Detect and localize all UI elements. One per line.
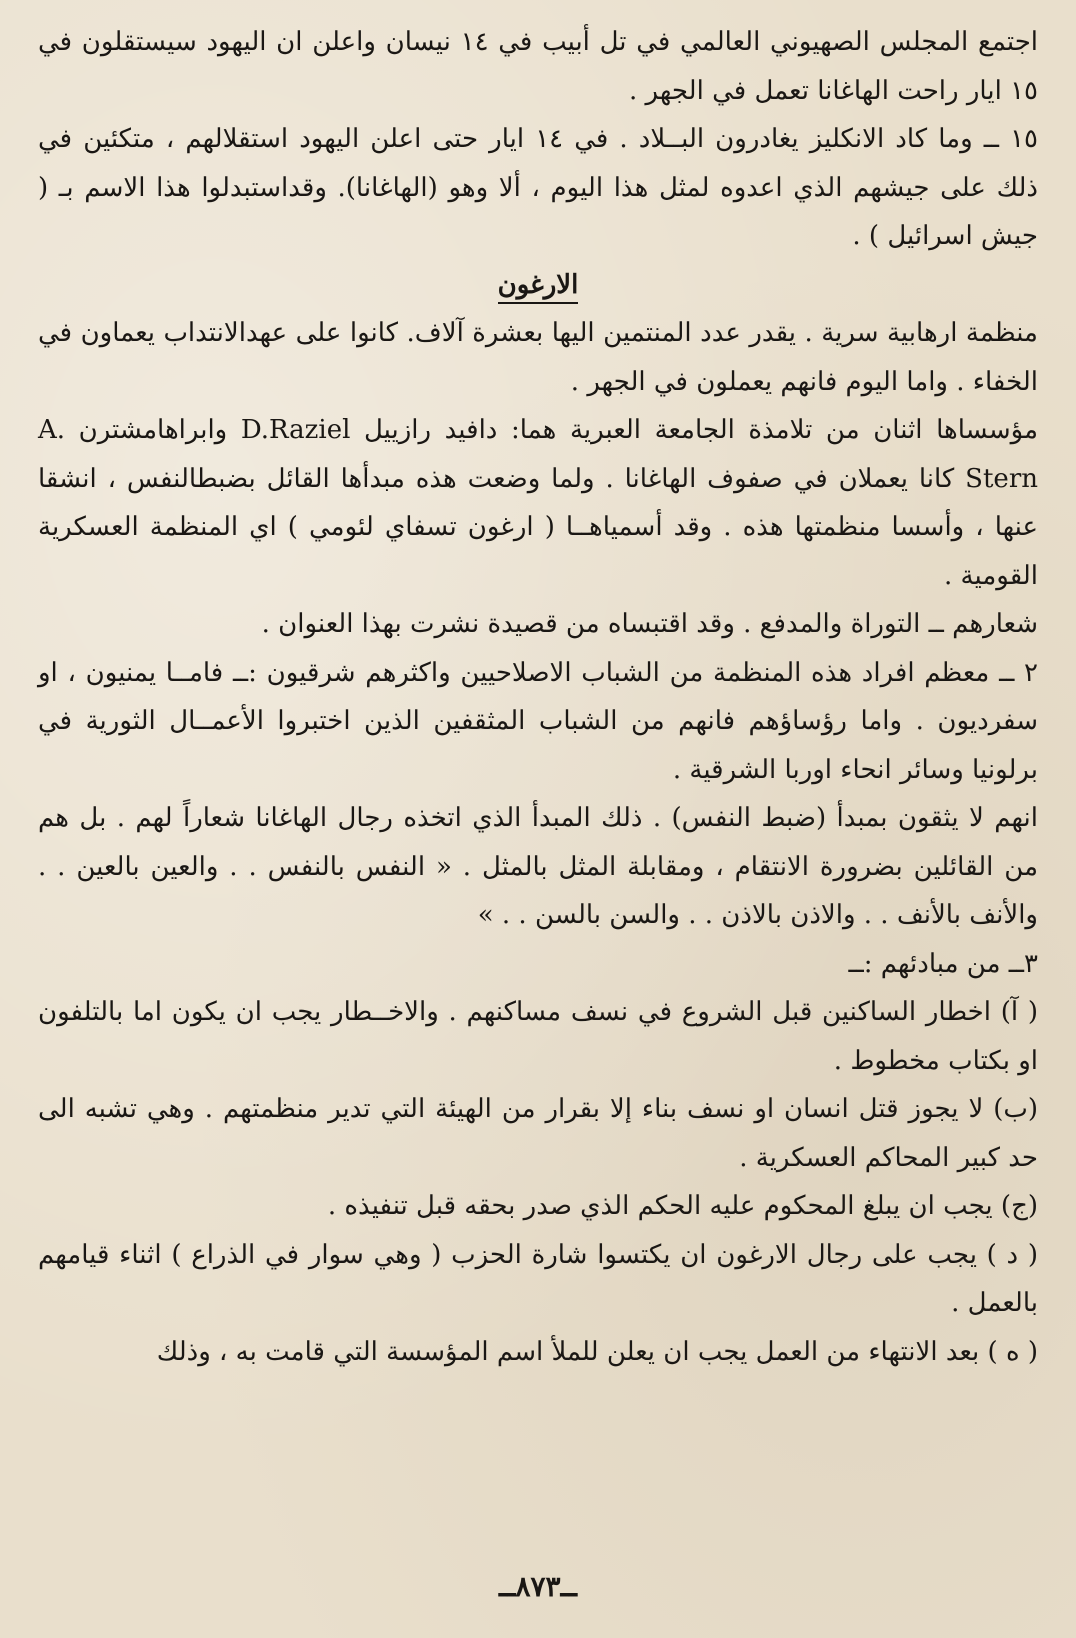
- body-text: [38, 18, 1038, 1376]
- paragraph-1: اجتمع المجلس الصهيوني العالمي في تل أبيب في ١٤ نيسان واعلن ان اليهود سيستقلون في ١٥ ايار راحت الهاغانا تعمل في الجهر .: [38, 27, 1039, 106]
- principle-d: ( د ) يجب على رجال الارغون ان يكتسوا شارة الحزب ( وهي سوار في الذراع ) اثناء قيامهم بالعمل .: [38, 1239, 1038, 1318]
- principle-b: (ب) لا يجوز قتل انسان او نسف بناء إلا بقرار من الهيئة التي تدير منظمتهم . وهي تشبه الى حد كبير المحاكم العسكرية .: [38, 1094, 1038, 1173]
- paragraph-principles-heading: ٣ــ من مبادئهم :ــ: [848, 948, 1038, 979]
- section-heading: [38, 261, 1038, 310]
- paragraph-3: منظمة ارهابية سرية . يقدر عدد المنتمين اليها بعشرة آلاف. كانوا على عهدالانتداب يعماون في الخفاء . واما اليوم فانهم يعملون في الجهر .: [38, 318, 1038, 397]
- paragraph-principle: انهم لا يثقون بمبدأ (ضبط النفس) . ذلك المبدأ الذي اتخذه رجال الهاغانا شعاراً لهم . بل هم من القائلين بضرورة الانتقام ، ومقابلة المثل بالمثل . « النفس بالنفس . . والعين بالعين . . والأنف بالأنف . . والاذن بالاذن . . والسن بالسن . . »: [38, 803, 1038, 930]
- founders-text-middle: وابراهامشترن: [65, 415, 241, 445]
- page-number: ــ٨٧٣ــ: [499, 1570, 577, 1603]
- paragraph-founders: [38, 406, 1038, 600]
- paragraph-members: ٢ ــ معظم افراد هذه المنظمة من الشباب الاصلاحيين واكثرهم شرقيون :ــ فامــا يمنيون ، او سفرديون . واما رؤساؤهم فانهم من الشباب المثقفين الذين اختبروا الأعمــال الثورية في برلونيا وسائر انحاء اوربا الشرقية .: [38, 657, 1038, 785]
- paragraph-2: ١٥ ــ وما كاد الانكليز يغادرون البــلاد . في ١٤ ايار حتى اعلن اليهود استقلالهم ، متكئين في ذلك على جيشهم الذي اعدوه لمثل هذا اليوم ، ألا وهو (الهاغانا). وقداستبدلوا هذا الاسم بـ ( جيش اسرائيل ) .: [38, 124, 1038, 251]
- founder-name-latin-2: A. Stern: [38, 415, 1038, 494]
- founders-text-before: مؤسساها اثنان من تلامذة الجامعة العبرية هما: دافيد رازييل: [350, 415, 1038, 445]
- founders-text-after: كانا يعملان في صفوف الهاغانا . ولما وضعت هذه مبدأها القائل بضبطالنفس ، انشقا عنها ، وأسسا منظمتها هذه . وقد أسمياهــا ( ارغون تسفاي لئومي ) اي المنظمة العسكرية القومية .: [38, 463, 1038, 591]
- principle-a: ( آ) اخطار الساكنين قبل الشروع في نسف مساكنهم . والاخــطار يجب ان يكون اما بالتلفون او بكتاب مخطوط .: [38, 997, 1038, 1076]
- paragraph-slogan: شعارهم ــ التوراة والمدفع . وقد اقتبساه من قصيدة نشرت بهذا العنوان .: [261, 609, 1038, 639]
- founder-name-latin-1: D.Raziel: [240, 415, 351, 445]
- section-heading-text: الارغون: [498, 270, 579, 304]
- principle-e: ( ه ) بعد الانتهاء من العمل يجب ان يعلن للملأ اسم المؤسسة التي قامت به ، وذلك: [156, 1336, 1038, 1367]
- principle-c: (ج) يجب ان يبلغ المحكوم عليه الحكم الذي صدر بحقه قبل تنفيذه .: [327, 1191, 1038, 1221]
